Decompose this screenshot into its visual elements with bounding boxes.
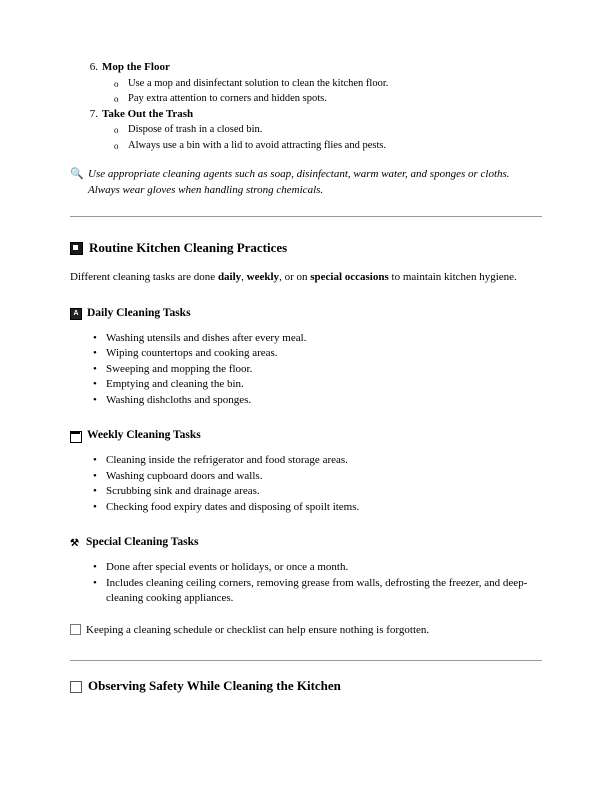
list-item: • Done after special events or holidays, or once a month. — [106, 560, 542, 576]
intro-part: , or on — [279, 271, 311, 283]
intro-part: to maintain kitchen hygiene. — [388, 271, 517, 283]
next-section-heading-text: Observing Safety While Cleaning the Kitchen — [88, 678, 341, 693]
tip-callout — [70, 623, 542, 639]
intro-part-bold: daily — [217, 271, 242, 283]
tip-text: Keeping a cleaning schedule or checklist can help ensure nothing is forgotten. — [86, 623, 430, 636]
bullet-list-special — [70, 560, 542, 607]
list-item: • Sweeping and mopping the floor. — [106, 362, 542, 378]
list-item-marker: 6. — [89, 61, 98, 73]
numbered-list — [70, 60, 542, 153]
list-item: • Cleaning inside the refrigerator and food storage areas. — [106, 453, 542, 469]
list-item: • Checking food expiry dates and disposing of spoilt items. — [106, 500, 542, 516]
intro-part-bold: special occasions — [310, 271, 389, 283]
intro-part-bold: weekly — [246, 271, 280, 283]
note-text: Use appropriate cleaning agents such as soap, disinfectant, warm water, and sponges or cloths. Always wear gloves when handling strong chemicals. — [88, 168, 510, 196]
badge-a-icon: A — [70, 308, 82, 320]
list-item: • Washing dishcloths and sponges. — [106, 393, 542, 409]
list-item-title: Mop the Floor — [102, 61, 170, 73]
sub-list — [102, 122, 542, 153]
list-item: • Wiping countertops and cooking areas. — [106, 346, 542, 362]
list-item: • Washing cupboard doors and walls. — [106, 469, 542, 485]
subsection-heading-text: Special Cleaning Tasks — [86, 536, 199, 548]
sub-list — [102, 76, 542, 107]
intro-part: , — [241, 271, 247, 283]
list-item-title: Take Out the Trash — [102, 107, 194, 120]
section-heading-text: Routine Kitchen Cleaning Practices — [89, 240, 288, 255]
bullet-list-weekly — [70, 453, 542, 515]
next-section-heading — [70, 677, 542, 694]
list-item: • Includes cleaning ceiling corners, removing grease from walls, defrosting the freezer, and deep-cleaning cooking appliances. — [106, 576, 542, 607]
list-item: • Scrubbing sink and drainage areas. — [106, 484, 542, 500]
calendar-icon — [70, 431, 82, 443]
empty-box-icon — [70, 681, 82, 693]
sub-list-item: o Always use a bin with a lid to avoid attracting flies and pests. — [128, 138, 542, 154]
black-square-icon — [70, 242, 83, 255]
note-callout — [70, 167, 542, 198]
subsection-heading-text: Weekly Cleaning Tasks — [87, 429, 201, 441]
list-item-marker: 7. — [89, 107, 98, 120]
section-intro — [70, 270, 542, 286]
subsection-heading-special — [70, 535, 542, 550]
wrench-icon: ⚒ — [70, 538, 79, 549]
list-item: • Washing utensils and dishes after every meal. — [106, 331, 542, 347]
section-heading — [70, 239, 542, 256]
bullet-list-daily — [70, 331, 542, 409]
subsection-heading-weekly — [70, 428, 542, 443]
empty-box-icon — [70, 624, 81, 635]
page-content — [70, 60, 542, 694]
magnifier-icon: 🔍 — [70, 168, 84, 180]
subsection-heading-daily — [70, 306, 542, 321]
list-item — [89, 60, 542, 107]
section-divider — [70, 216, 542, 217]
sub-list-item: o Dispose of trash in a closed bin. — [128, 122, 542, 138]
sub-list-item: o Use a mop and disinfectant solution to clean the kitchen floor. — [128, 76, 542, 92]
intro-part: Different cleaning tasks are done — [70, 271, 218, 283]
list-item — [89, 107, 542, 154]
list-item: • Emptying and cleaning the bin. — [106, 377, 542, 393]
sub-list-item: o Pay extra attention to corners and hidden spots. — [128, 91, 542, 107]
subsection-heading-text: Daily Cleaning Tasks — [87, 306, 191, 319]
section-divider — [70, 660, 542, 661]
